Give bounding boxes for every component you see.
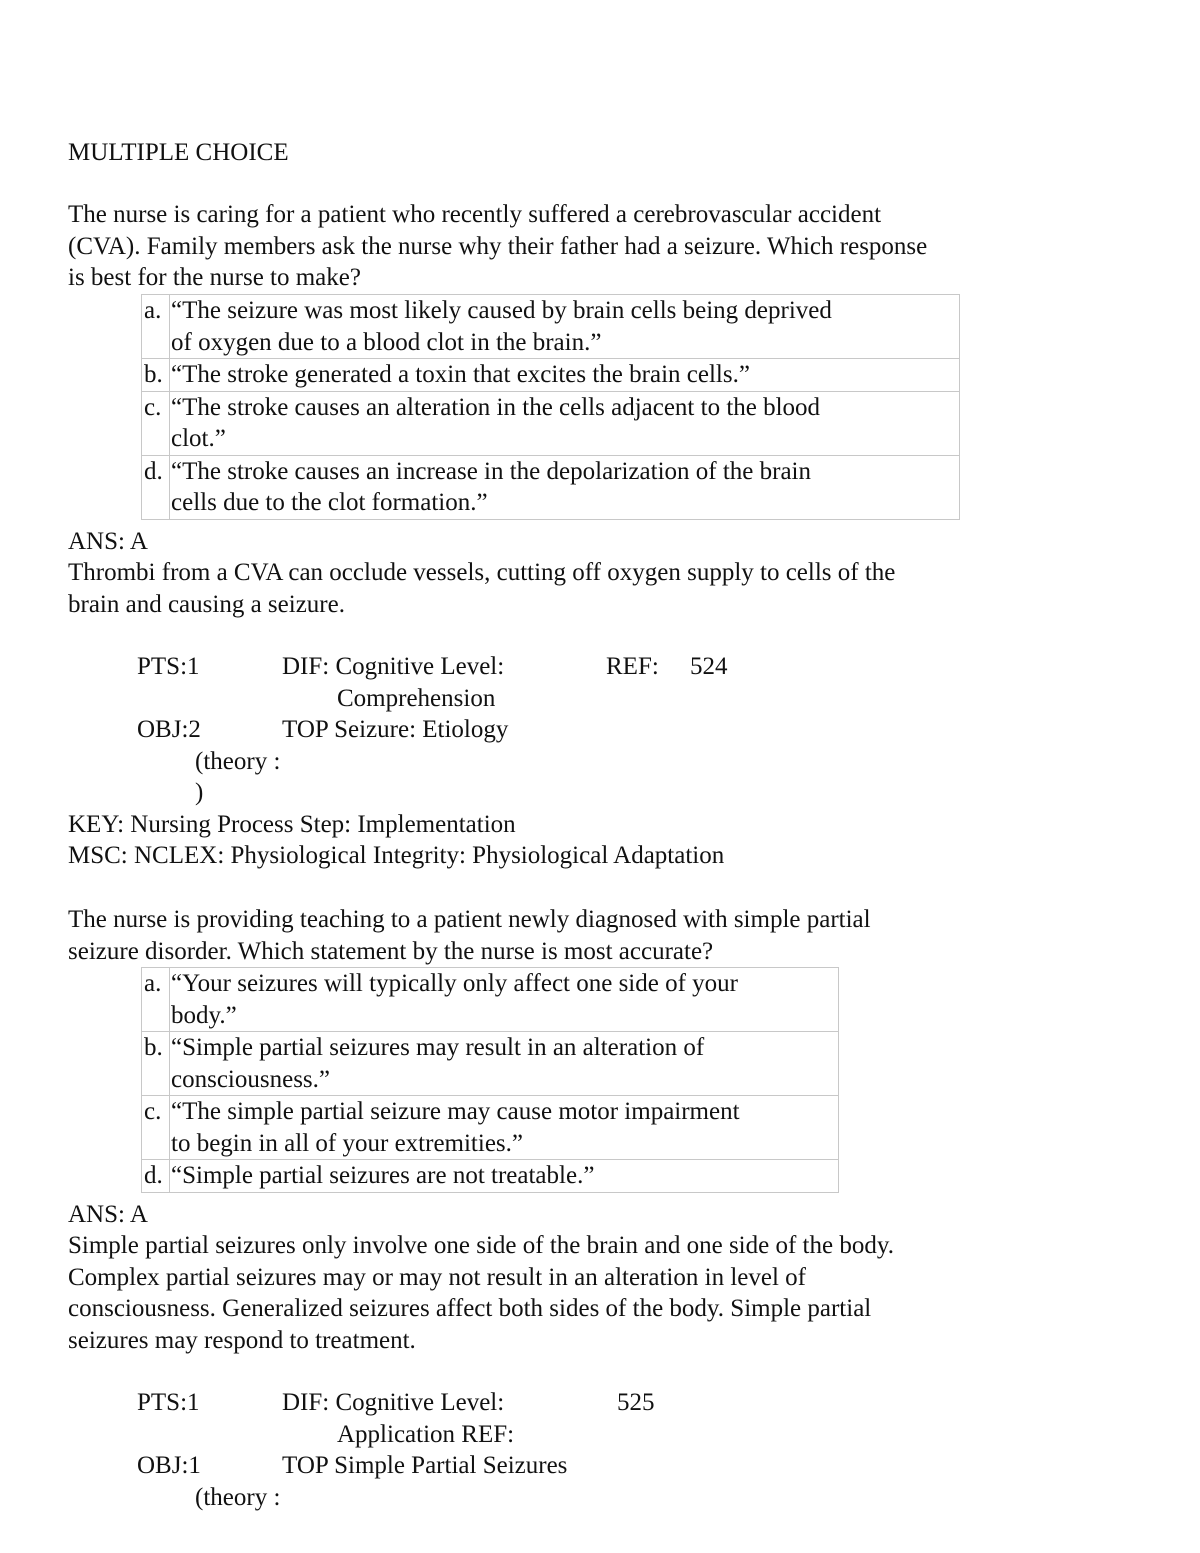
option-line: “The simple partial seizure may cause motor impairment: [171, 1098, 740, 1125]
rationale-line: Complex partial seizures may or may not result in an alteration in level of: [68, 1263, 806, 1291]
option-text: [170, 391, 960, 455]
option-line: consciousness.”: [171, 1065, 330, 1093]
option-line: “The stroke generated a toxin that excites the brain cells.”: [171, 361, 750, 388]
option-line: “Simple partial seizures may result in an alteration of: [171, 1034, 705, 1061]
option-text: [170, 359, 960, 392]
stem-line: seizure disorder. Which statement by the nurse is most accurate?: [68, 937, 714, 965]
answer: ANS: A: [68, 528, 148, 555]
option-letter: b.: [142, 1032, 170, 1096]
option-line: “Your seizures will typically only affect one side of your: [171, 970, 739, 997]
ref-value: 525: [617, 1389, 655, 1416]
option-letter: d.: [142, 1160, 170, 1193]
dif-label: DIF: Cognitive Level:: [282, 1389, 505, 1416]
option-row: [142, 455, 960, 519]
option-letter: b.: [142, 359, 170, 392]
stem-line: The nurse is providing teaching to a patient newly diagnosed with simple partial: [68, 906, 871, 933]
option-text: [170, 455, 960, 519]
option-row: [142, 359, 960, 392]
option-text: [170, 295, 960, 359]
key-line: KEY: Nursing Process Step: Implementation: [68, 811, 516, 838]
pts-label: PTS:1: [137, 1389, 200, 1416]
option-line: clot.”: [171, 425, 226, 452]
section-heading: MULTIPLE CHOICE: [68, 139, 289, 166]
option-text: [170, 1096, 839, 1160]
stem-line: (CVA). Family members ask the nurse why their father had a seizure. Which response: [68, 232, 928, 260]
dif-value: Application REF:: [337, 1421, 515, 1448]
option-letter: a.: [142, 295, 170, 359]
top-label: TOP Simple Partial Seizures: [282, 1452, 568, 1479]
option-row: [142, 391, 960, 455]
option-text: [170, 1160, 839, 1193]
rationale-line: brain and causing a seizure.: [68, 590, 345, 618]
option-row: [142, 1032, 839, 1096]
dif-value: Comprehension: [337, 685, 496, 712]
rationale: [68, 557, 1088, 620]
question-2-stem: [68, 904, 1088, 967]
option-line: “The stroke causes an increase in the depolarization of the brain: [171, 457, 812, 485]
theory-close: ): [195, 779, 204, 806]
msc-line: MSC: NCLEX: Physiological Integrity: Physiological Adaptation: [68, 842, 725, 869]
obj-label: OBJ:1: [137, 1452, 201, 1479]
ref-value: 524: [690, 653, 728, 680]
rationale-line: seizures may respond to treatment.: [68, 1326, 416, 1354]
option-row: [142, 968, 839, 1032]
rationale-line: consciousness. Generalized seizures affect both sides of the body. Simple partial: [68, 1295, 872, 1322]
dif-label: DIF: Cognitive Level:: [282, 653, 505, 680]
option-row: [142, 1096, 839, 1160]
option-line: to begin in all of your extremities.”: [171, 1129, 523, 1157]
option-row: [142, 1160, 839, 1193]
option-line: body.”: [171, 1001, 237, 1029]
option-letter: c.: [142, 1096, 170, 1160]
option-line: of oxygen due to a blood clot in the brain.”: [171, 328, 602, 356]
rationale-line: Simple partial seizures only involve one side of the brain and one side of the body.: [68, 1232, 894, 1259]
option-letter: c.: [142, 391, 170, 455]
stem-line: The nurse is caring for a patient who recently suffered a cerebrovascular accident: [68, 201, 882, 228]
option-letter: a.: [142, 968, 170, 1032]
question-2-options: [141, 967, 839, 1193]
pts-label: PTS:1: [137, 653, 200, 680]
option-line: cells due to the clot formation.”: [171, 489, 488, 516]
question-1-stem: [68, 199, 1088, 294]
option-letter: d.: [142, 455, 170, 519]
obj-label: OBJ:2: [137, 716, 201, 743]
rationale-line: Thrombi from a CVA can occlude vessels, cutting off oxygen supply to cells of the: [68, 559, 896, 586]
ref-label: REF:: [606, 653, 659, 680]
question-1-options: [141, 294, 960, 520]
option-line: “Simple partial seizures are not treatable.”: [171, 1162, 595, 1189]
theory-label: (theory :: [195, 748, 281, 775]
answer: ANS: A: [68, 1201, 148, 1228]
theory-label: (theory :: [195, 1484, 281, 1511]
option-text: [170, 1032, 839, 1096]
option-line: “The seizure was most likely caused by brain cells being deprived: [171, 297, 832, 324]
stem-line: is best for the nurse to make?: [68, 264, 361, 291]
option-text: [170, 968, 839, 1032]
rationale: [68, 1230, 1088, 1356]
option-row: [142, 295, 960, 359]
top-label: TOP Seizure: Etiology: [282, 716, 509, 743]
option-line: “The stroke causes an alteration in the cells adjacent to the blood: [171, 393, 821, 421]
